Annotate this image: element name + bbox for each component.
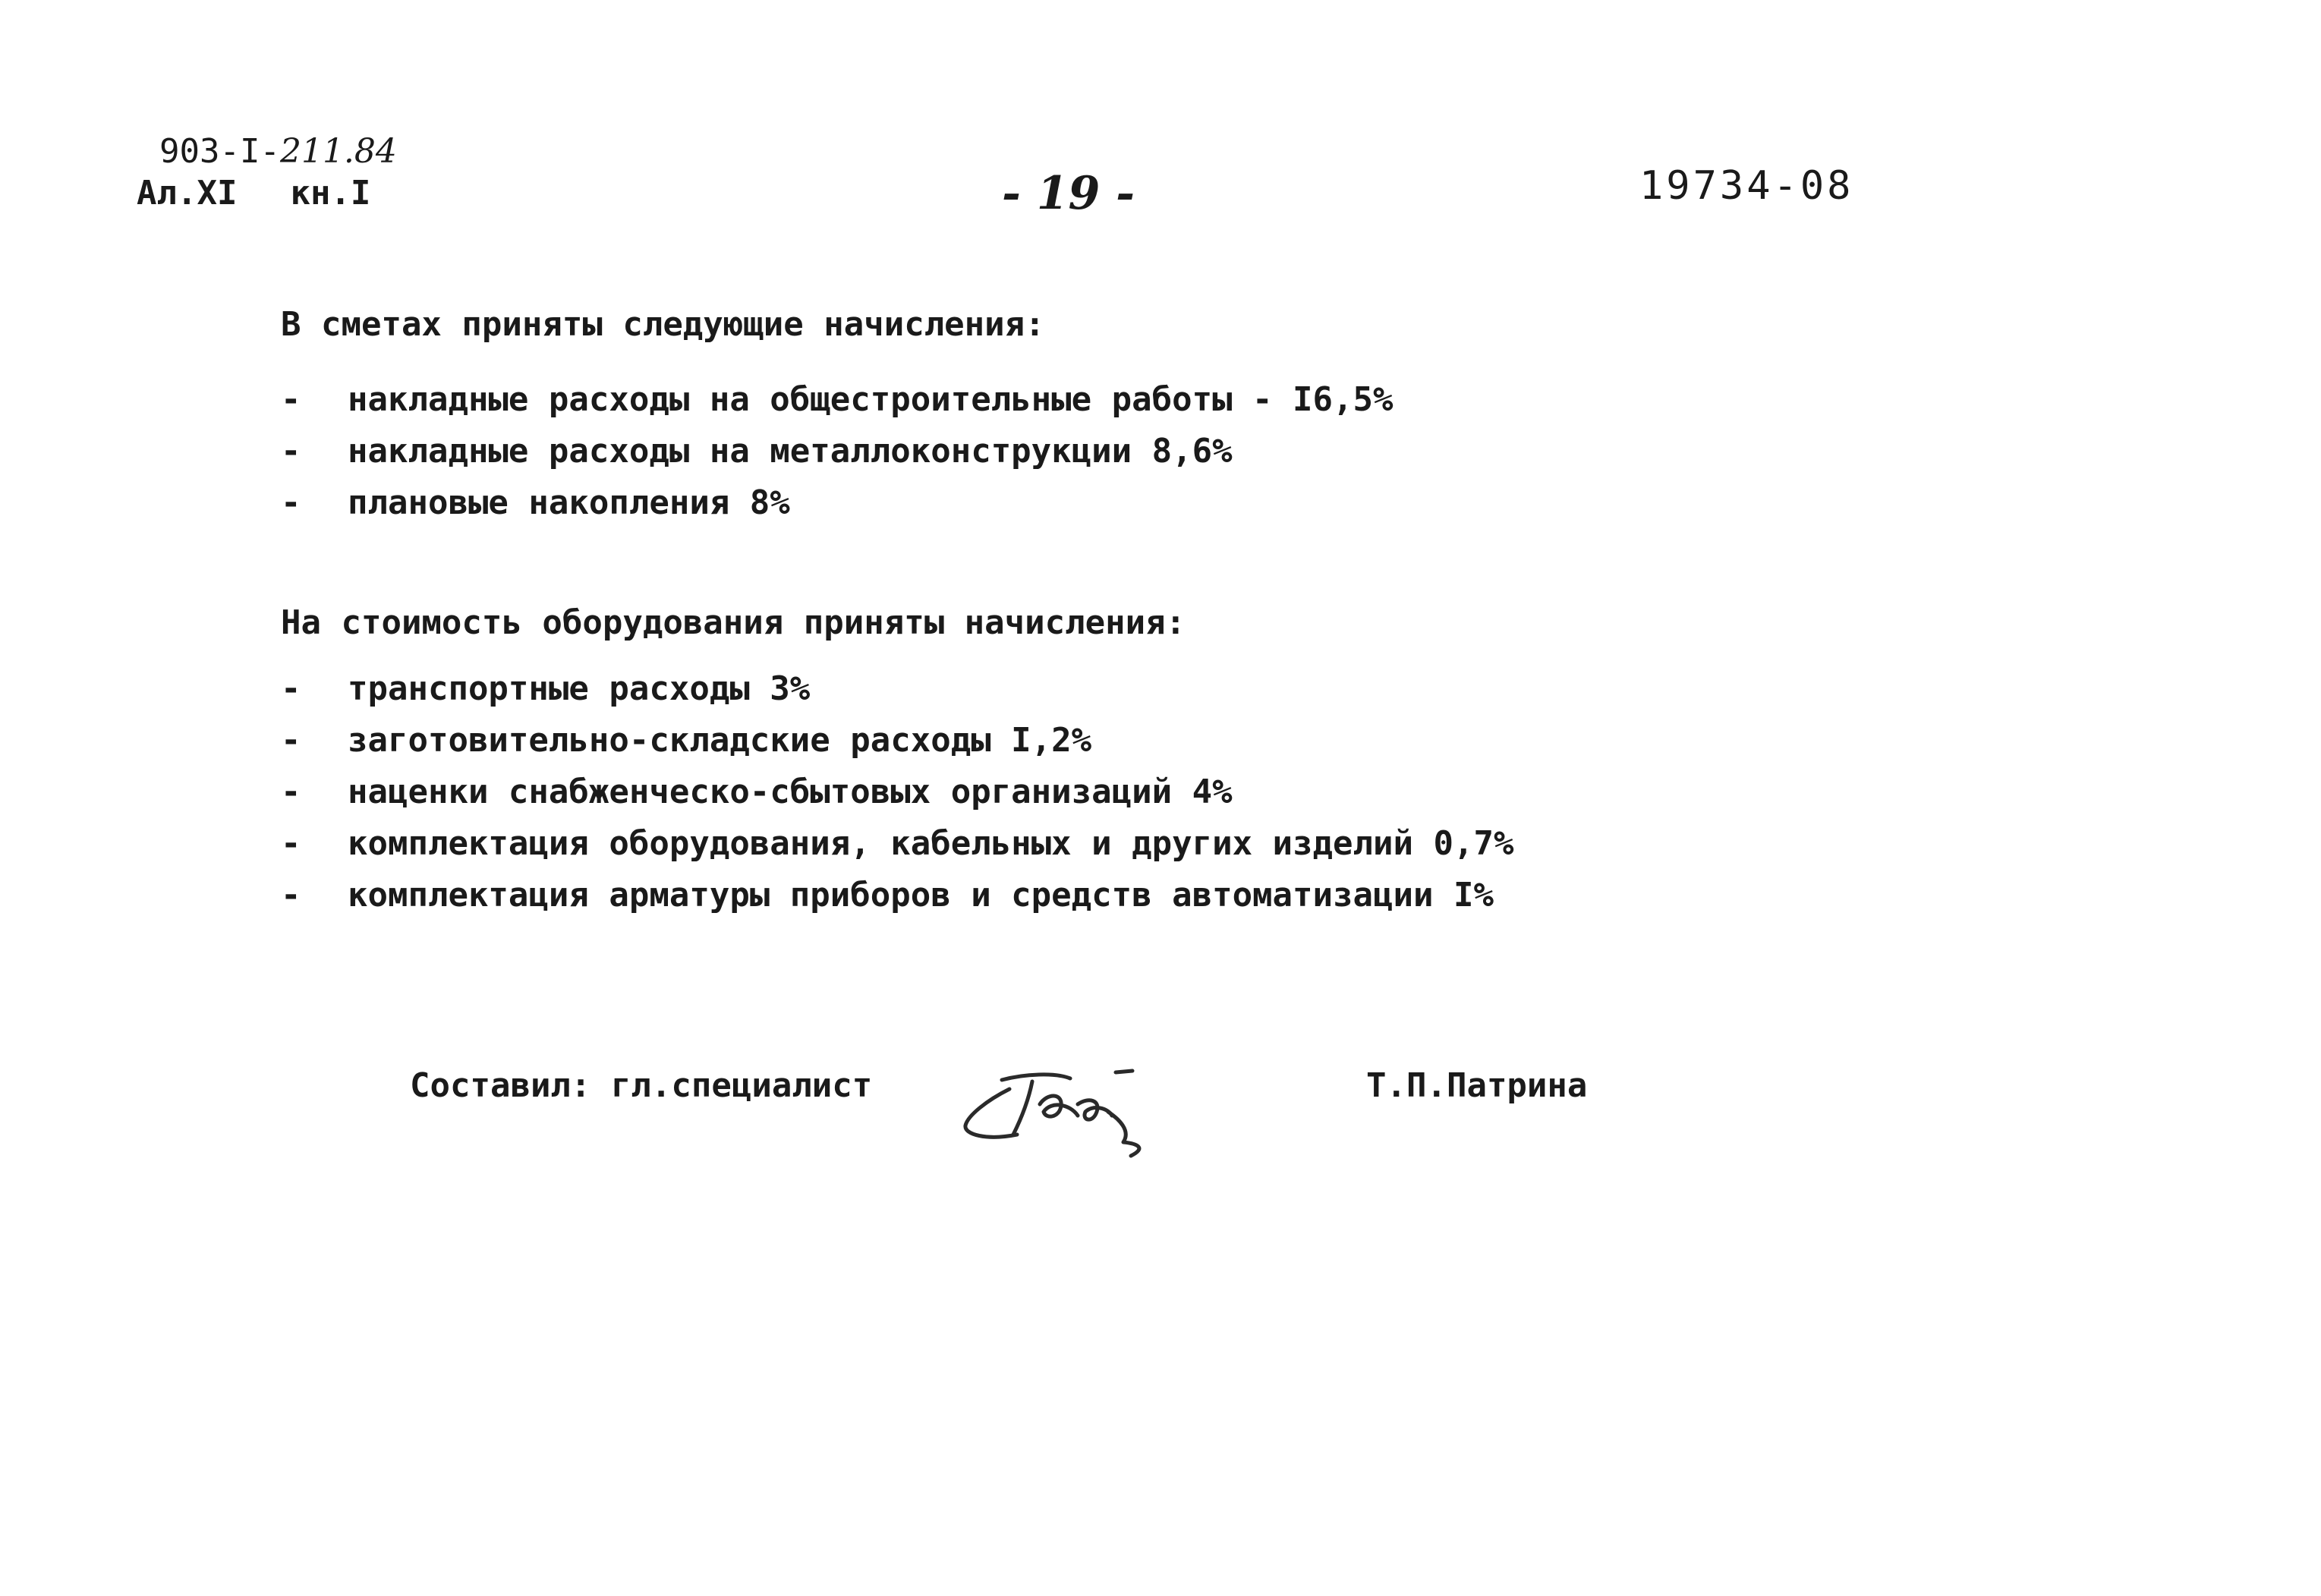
project-code-printed: 903-I- bbox=[159, 132, 280, 171]
book-number: кн.I bbox=[290, 174, 371, 212]
estimates-section bbox=[281, 305, 1394, 535]
list-dash: - bbox=[281, 380, 301, 419]
equipment-section-title: На стоимость оборудования приняты начисления: bbox=[281, 603, 1186, 642]
handwritten-signature bbox=[956, 1059, 1184, 1173]
estimates-section-title: В сметах приняты следующие начисления: bbox=[281, 305, 1045, 344]
list-item bbox=[281, 483, 1394, 535]
list-item-text: накладные расходы на общестроительные работы - I6,5% bbox=[348, 380, 1394, 419]
list-item-text: заготовительно-складские расходы I,2% bbox=[348, 721, 1092, 760]
album-number: Ал.XI bbox=[137, 174, 238, 212]
list-dash: - bbox=[281, 721, 301, 760]
list-item-text: наценки снабженческо-сбытовых организаций 4% bbox=[348, 773, 1233, 811]
equipment-section bbox=[281, 603, 1513, 927]
estimates-list bbox=[281, 380, 1394, 535]
document-header-left bbox=[137, 131, 397, 214]
document-number: 19734-08 bbox=[1639, 163, 1854, 209]
list-item-text: накладные расходы на металлоконструкции 8,6% bbox=[348, 432, 1233, 471]
list-item-text: плановые накопления 8% bbox=[348, 483, 790, 522]
project-code-handwritten: 211.84 bbox=[279, 132, 397, 171]
list-dash: - bbox=[281, 824, 301, 863]
equipment-list bbox=[281, 669, 1513, 927]
page-number: - 19 - bbox=[1002, 167, 1135, 220]
compiled-by-label: Составил: гл.специалист bbox=[410, 1066, 873, 1105]
album-book-line bbox=[137, 172, 397, 214]
list-dash: - bbox=[281, 483, 301, 522]
list-item bbox=[281, 876, 1513, 927]
signature-block bbox=[410, 1066, 1624, 1180]
list-item bbox=[281, 824, 1513, 876]
list-item bbox=[281, 432, 1394, 483]
list-item bbox=[281, 669, 1513, 721]
list-dash: - bbox=[281, 876, 301, 914]
list-item-text: комплектация оборудования, кабельных и других изделий 0,7% bbox=[348, 824, 1514, 863]
list-item bbox=[281, 721, 1513, 773]
signer-name: Т.П.Патрина bbox=[1366, 1066, 1588, 1105]
project-code bbox=[159, 131, 397, 172]
list-dash: - bbox=[281, 773, 301, 811]
list-dash: - bbox=[281, 432, 301, 471]
list-item bbox=[281, 380, 1394, 432]
list-dash: - bbox=[281, 669, 301, 708]
list-item-text: комплектация арматуры приборов и средств автоматизации I% bbox=[348, 876, 1494, 914]
list-item bbox=[281, 773, 1513, 824]
list-item-text: транспортные расходы 3% bbox=[348, 669, 811, 708]
